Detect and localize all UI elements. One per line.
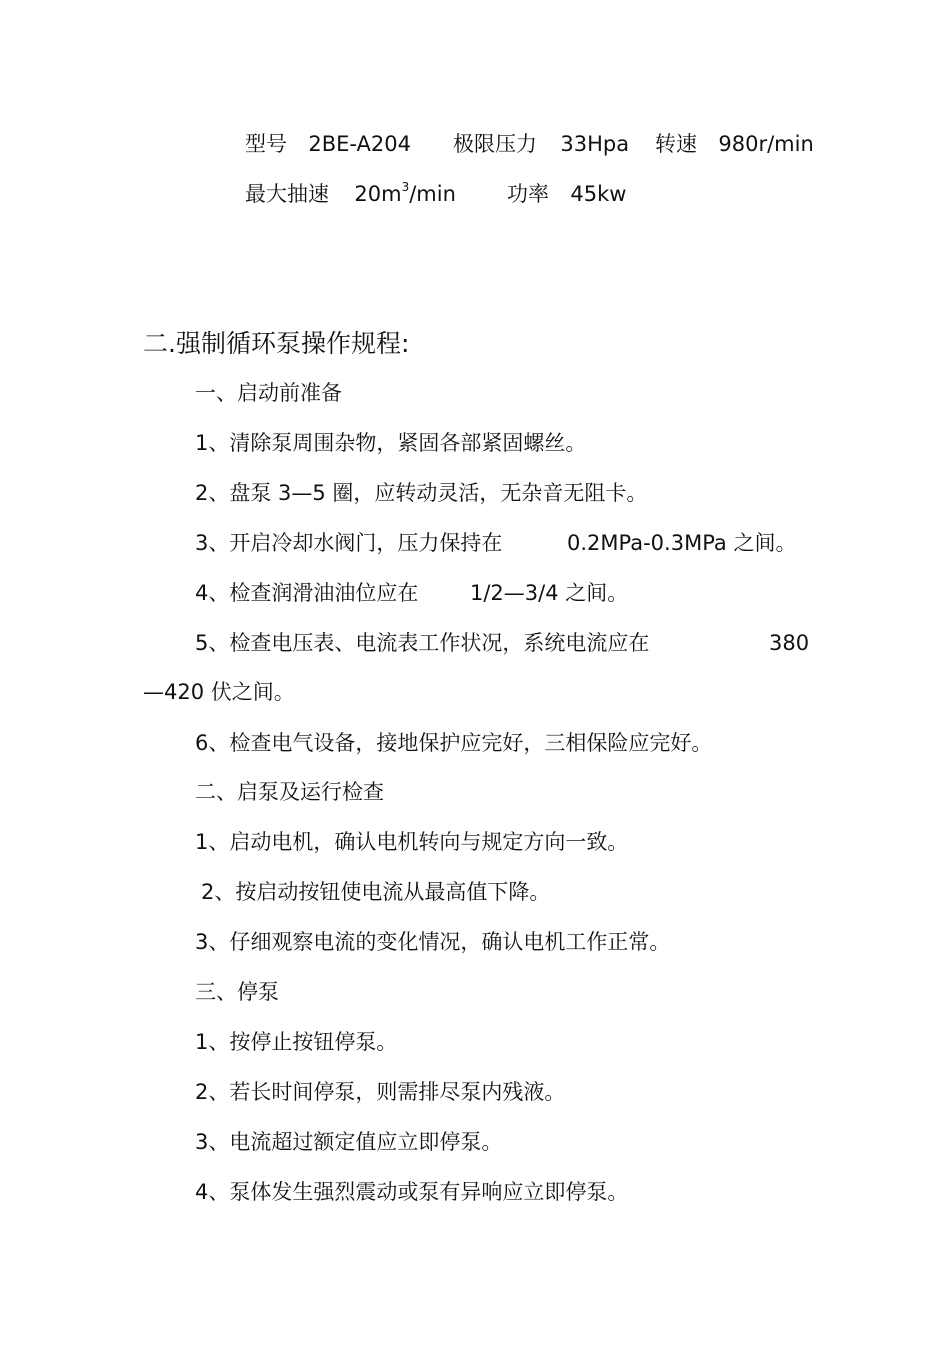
- part1-item-5-continued: —420 伏之间。: [143, 680, 295, 704]
- part1-item-3: 3、开启冷却水阀门，压力保持在: [195, 531, 503, 555]
- part1-item-5: 5、检查电压表、电流表工作状况，系统电流应在: [195, 631, 650, 655]
- part3-item-3: 3、电流超过额定值应立即停泵。: [195, 1130, 503, 1154]
- part1-item-2: 2、盘泵 3—5 圈，应转动灵活，无杂音无阻卡。: [195, 481, 648, 505]
- model-value: 2BE-A204: [308, 132, 411, 156]
- max-pump-speed-label: 最大抽速: [245, 182, 329, 206]
- part2-heading: 二、启泵及运行检查: [195, 780, 384, 804]
- power-value: 45kw: [570, 182, 627, 206]
- part3-heading: 三、停泵: [195, 980, 279, 1004]
- part3-item-4: 4、泵体发生强烈震动或泵有异响应立即停泵。: [195, 1180, 629, 1204]
- max-pump-speed-value-prefix: 20m: [354, 182, 402, 206]
- max-pump-speed-value-suffix: /min: [409, 182, 456, 206]
- part1-heading: 一、启动前准备: [195, 381, 342, 405]
- section-title: 二.强制循环泵操作规程:: [143, 329, 410, 358]
- limit-pressure-value: 33Hpa: [560, 132, 630, 156]
- power: [507, 180, 626, 208]
- speed-label: 转速: [655, 132, 697, 156]
- max-pump-speed-value: [354, 182, 456, 206]
- part3-item-1: 1、按停止按钮停泵。: [195, 1030, 398, 1054]
- part2-item-3: 3、仔细观察电流的变化情况，确认电机工作正常。: [195, 930, 671, 954]
- spec-line-2: [245, 180, 456, 211]
- part2-item-2: 2、按启动按钮使电流从最高值下降。: [201, 880, 551, 904]
- part1-item-3-range: 0.2MPa-0.3MPa 之间。: [567, 531, 797, 555]
- power-label: 功率: [507, 182, 549, 206]
- speed-value: 980r/min: [718, 132, 814, 156]
- part1-item-4-range: 1/2—3/4 之间。: [470, 581, 629, 605]
- spec-line-1: [245, 130, 411, 158]
- limit-pressure: [453, 130, 629, 158]
- max-pump-speed-superscript: 3: [401, 180, 410, 194]
- part1-item-5-value: 380: [769, 631, 810, 655]
- limit-pressure-label: 极限压力: [453, 132, 537, 156]
- part1-item-6: 6、检查电气设备，接地保护应完好，三相保险应完好。: [195, 731, 713, 755]
- part1-item-1: 1、清除泵周围杂物，紧固各部紧固螺丝。: [195, 431, 587, 455]
- part2-item-1: 1、启动电机，确认电机转向与规定方向一致。: [195, 830, 629, 854]
- part1-item-4: 4、检查润滑油油位应在: [195, 581, 419, 605]
- model-label: 型号: [245, 132, 287, 156]
- speed: [655, 130, 814, 158]
- part3-item-2: 2、若长时间停泵，则需排尽泵内残液。: [195, 1080, 566, 1104]
